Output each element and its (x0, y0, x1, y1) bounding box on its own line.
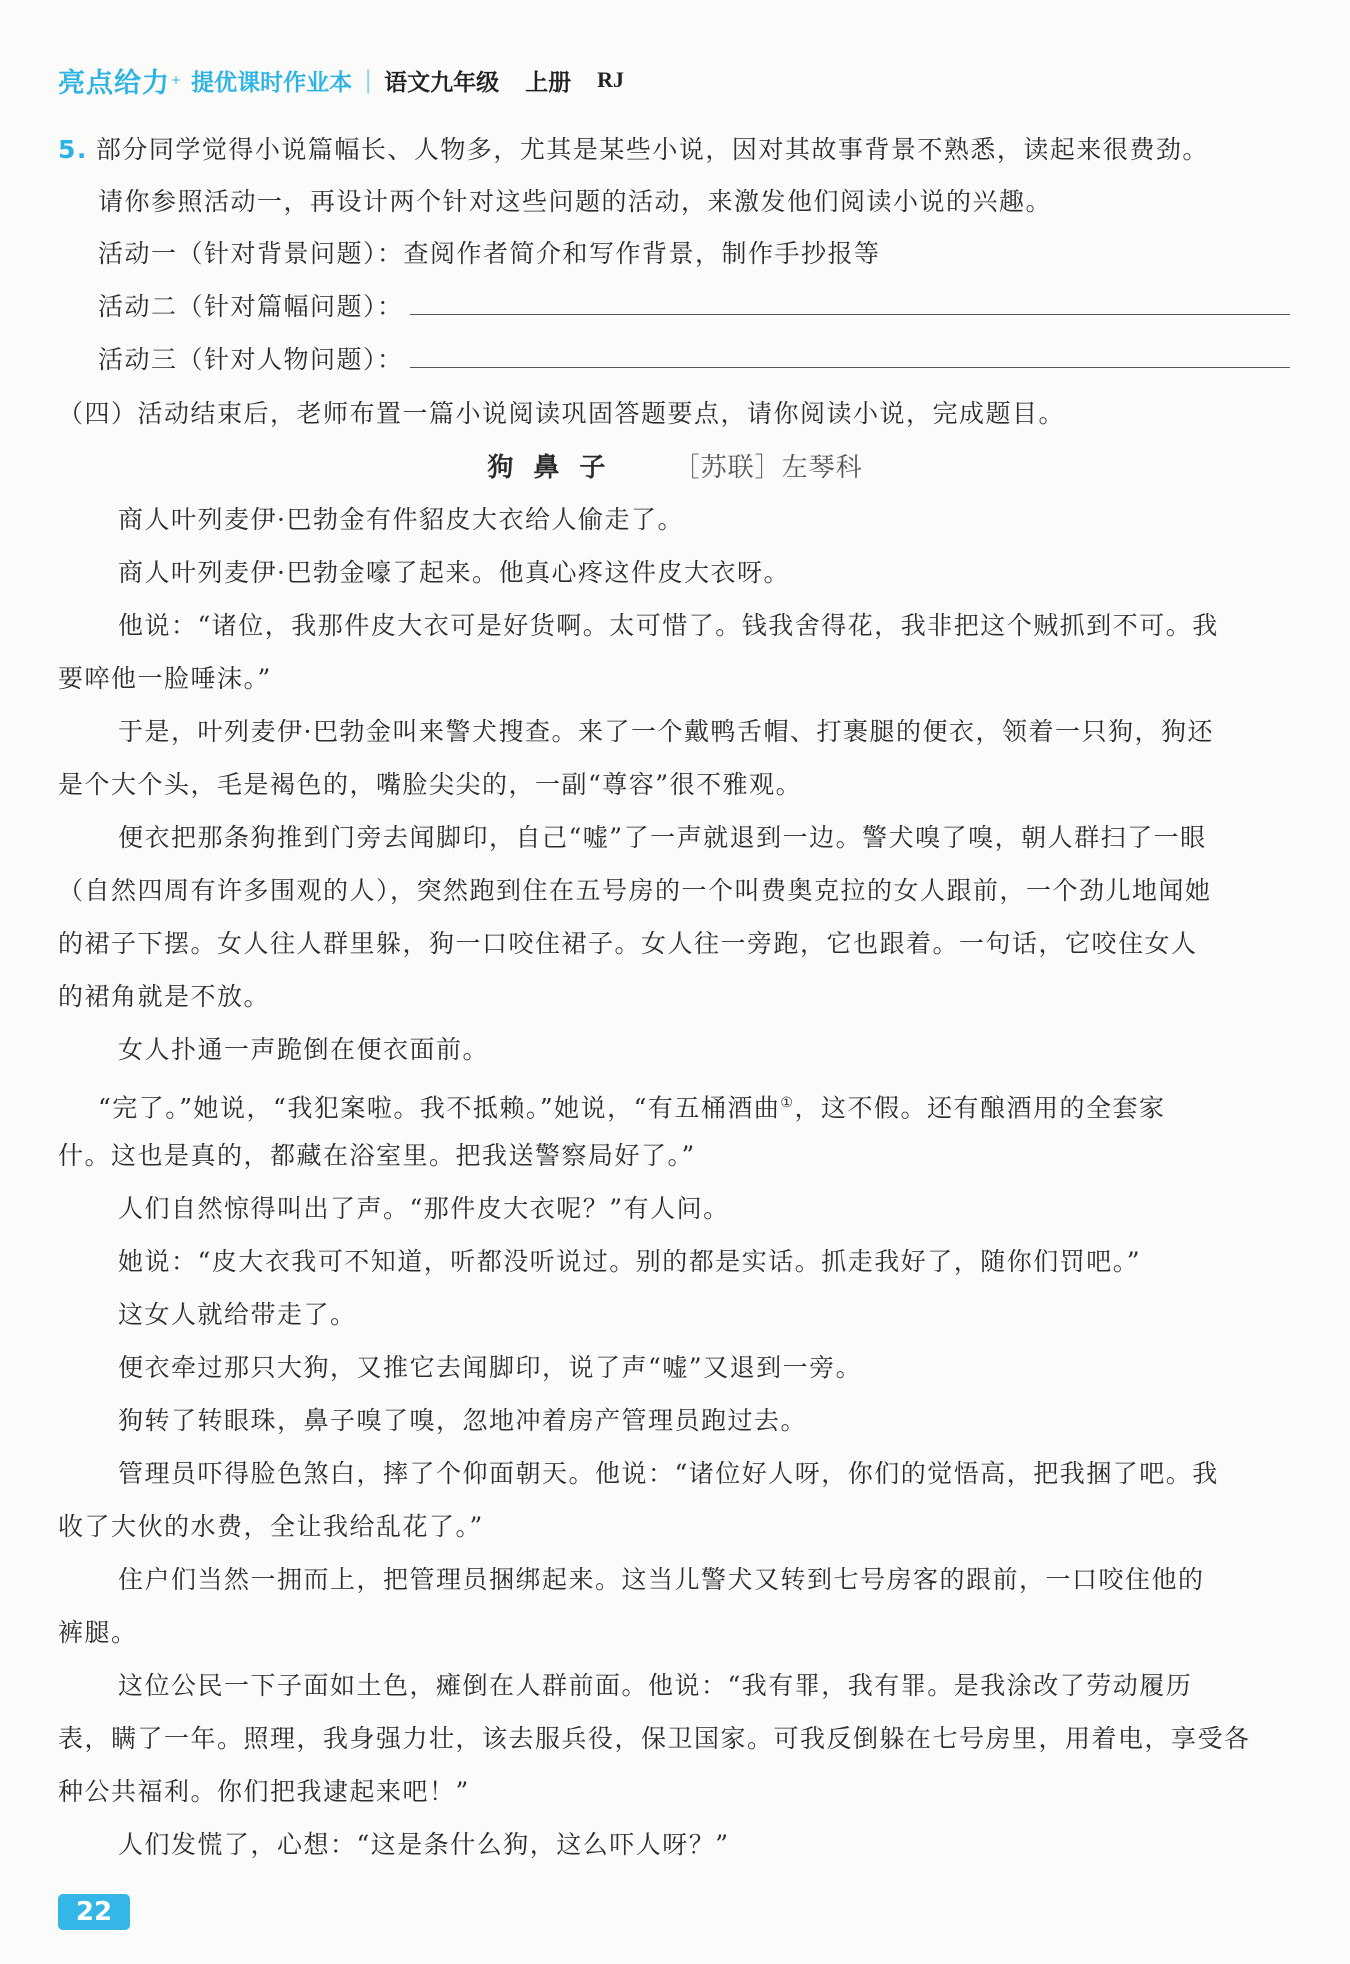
story-line: 裤腿。 (58, 1618, 138, 1647)
story-line-with-footnote (98, 1085, 1165, 1126)
story-line: 便衣牵过那只大狗，又推它去闻脚印，说了声“嘘”又退到一旁。 (118, 1353, 863, 1382)
story-title: 狗鼻子 (487, 453, 626, 483)
story-line: 人们发慌了，心想：“这是条什么狗，这么吓人呀？” (118, 1830, 730, 1859)
story-line-part: “完了。”她说，“我犯案啦。我不抵赖。”她说，“有五桶酒曲 (98, 1093, 781, 1123)
story-line: 便衣把那条狗推到门旁去闻脚印，自己“嘘”了一声就退到一边。警犬嗅了嗅，朝人群扫了一眼 (118, 823, 1207, 852)
volume-label: 上册 (525, 69, 572, 96)
question-5-line-1 (58, 132, 1209, 168)
story-line: 这位公民一下子面如土色，瘫倒在人群前面。他说：“我有罪，我有罪。是我涂改了劳动履历 (118, 1671, 1193, 1700)
section-4-instruction: （四）活动结束后，老师布置一篇小说阅读巩固答题要点，请你阅读小说，完成题目。 (58, 399, 1066, 428)
story-author: ［苏联］左琴科 (673, 453, 863, 483)
activity-2-label: 活动二（针对篇幅问题）： (98, 292, 404, 321)
page-header (58, 60, 624, 100)
story-line: 的裙子下摆。女人往人群里躲，狗一口咬住裙子。女人往一旁跑，它也跟着。一句话，它咬住女人 (58, 929, 1198, 958)
story-line: 住户们当然一拥而上，把管理员捆绑起来。这当儿警犬又转到七号房客的跟前，一口咬住他的 (118, 1565, 1205, 1594)
activity-1: 活动一（针对背景问题）：查阅作者简介和写作背景，制作手抄报等 (98, 239, 881, 268)
story-line: 的裙角就是不放。 (58, 982, 271, 1011)
story-line: 狗转了转眼珠，鼻子嗅了嗅，忽地冲着房产管理员跑过去。 (118, 1406, 808, 1435)
story-line: 商人叶列麦伊·巴勃金嚎了起来。他真心疼这件皮大衣呀。 (118, 558, 790, 587)
activity-3-label: 活动三（针对人物问题）： (98, 345, 404, 374)
series-name: 提优课时作业本 (191, 69, 353, 96)
story-line-part: ，这不假。还有酿酒用的全套家 (794, 1093, 1166, 1123)
question-5-text: 部分同学觉得小说篇幅长、人物多，尤其是某些小说，因对其故事背景不熟悉，读起来很费劲。 (95, 135, 1209, 164)
story-heading (0, 450, 1350, 486)
story-line: 要啐他一脸唾沫。” (58, 664, 272, 693)
story-line: 于是，叶列麦伊·巴勃金叫来警犬搜查。来了一个戴鸭舌帽、打裹腿的便衣，领着一只狗，狗还 (118, 717, 1214, 746)
story-line: 管理员吓得脸色煞白，摔了个仰面朝天。他说：“诸位好人呀，你们的觉悟高，把我捆了吧。我 (118, 1459, 1219, 1488)
story-line: 他说：“诸位，我那件皮大衣可是好货啊。太可惜了。钱我舍得花，我非把这个贼抓到不可。我 (118, 611, 1219, 640)
story-line: 是个大个头，毛是褐色的，嘴脸尖尖的，一副“尊容”很不雅观。 (58, 770, 803, 799)
story-line: （自然四周有许多围观的人），突然跑到住在五号房的一个叫费奥克拉的女人跟前，一个劲儿地闻她 (58, 876, 1212, 905)
subject-grade: 语文九年级 (384, 69, 500, 96)
story-line: 人们自然惊得叫出了声。“那件皮大衣呢？”有人问。 (118, 1194, 730, 1223)
page-number: 22 (58, 1894, 130, 1930)
activity-2-answer-blank[interactable] (410, 290, 1290, 315)
brand-logo: 亮点给力 (58, 67, 170, 99)
story-line: 她说：“皮大衣我可不知道，听都没听说过。别的都是实话。抓走我好了，随你们罚吧。” (118, 1247, 1142, 1276)
brand-mark: + (171, 73, 182, 87)
activity-2-row (98, 289, 1290, 325)
story-line: 这女人就给带走了。 (118, 1300, 357, 1329)
header-divider: | (364, 66, 373, 94)
story-line: 女人扑通一声跪倒在便衣面前。 (118, 1035, 490, 1064)
question-5-line-2: 请你参照活动一，再设计两个针对这些问题的活动，来激发他们阅读小说的兴趣。 (98, 187, 1053, 216)
footnote-marker: ① (780, 1095, 795, 1111)
activity-3-row (98, 342, 1290, 378)
edition-label: RJ (597, 67, 625, 92)
question-number: 5. (58, 135, 88, 164)
story-line: 商人叶列麦伊·巴勃金有件貂皮大衣给人偷走了。 (118, 505, 684, 534)
story-line: 表，瞒了一年。照理，我身强力壮，该去服兵役，保卫国家。可我反倒躲在七号房里，用着电，享受各 (58, 1724, 1251, 1753)
story-line: 种公共福利。你们把我逮起来吧！” (58, 1777, 470, 1806)
story-line: 什。这也是真的，都藏在浴室里。把我送警察局好了。” (58, 1141, 696, 1170)
story-line: 收了大伙的水费，全让我给乱花了。” (58, 1512, 484, 1541)
activity-3-answer-blank[interactable] (410, 343, 1290, 368)
